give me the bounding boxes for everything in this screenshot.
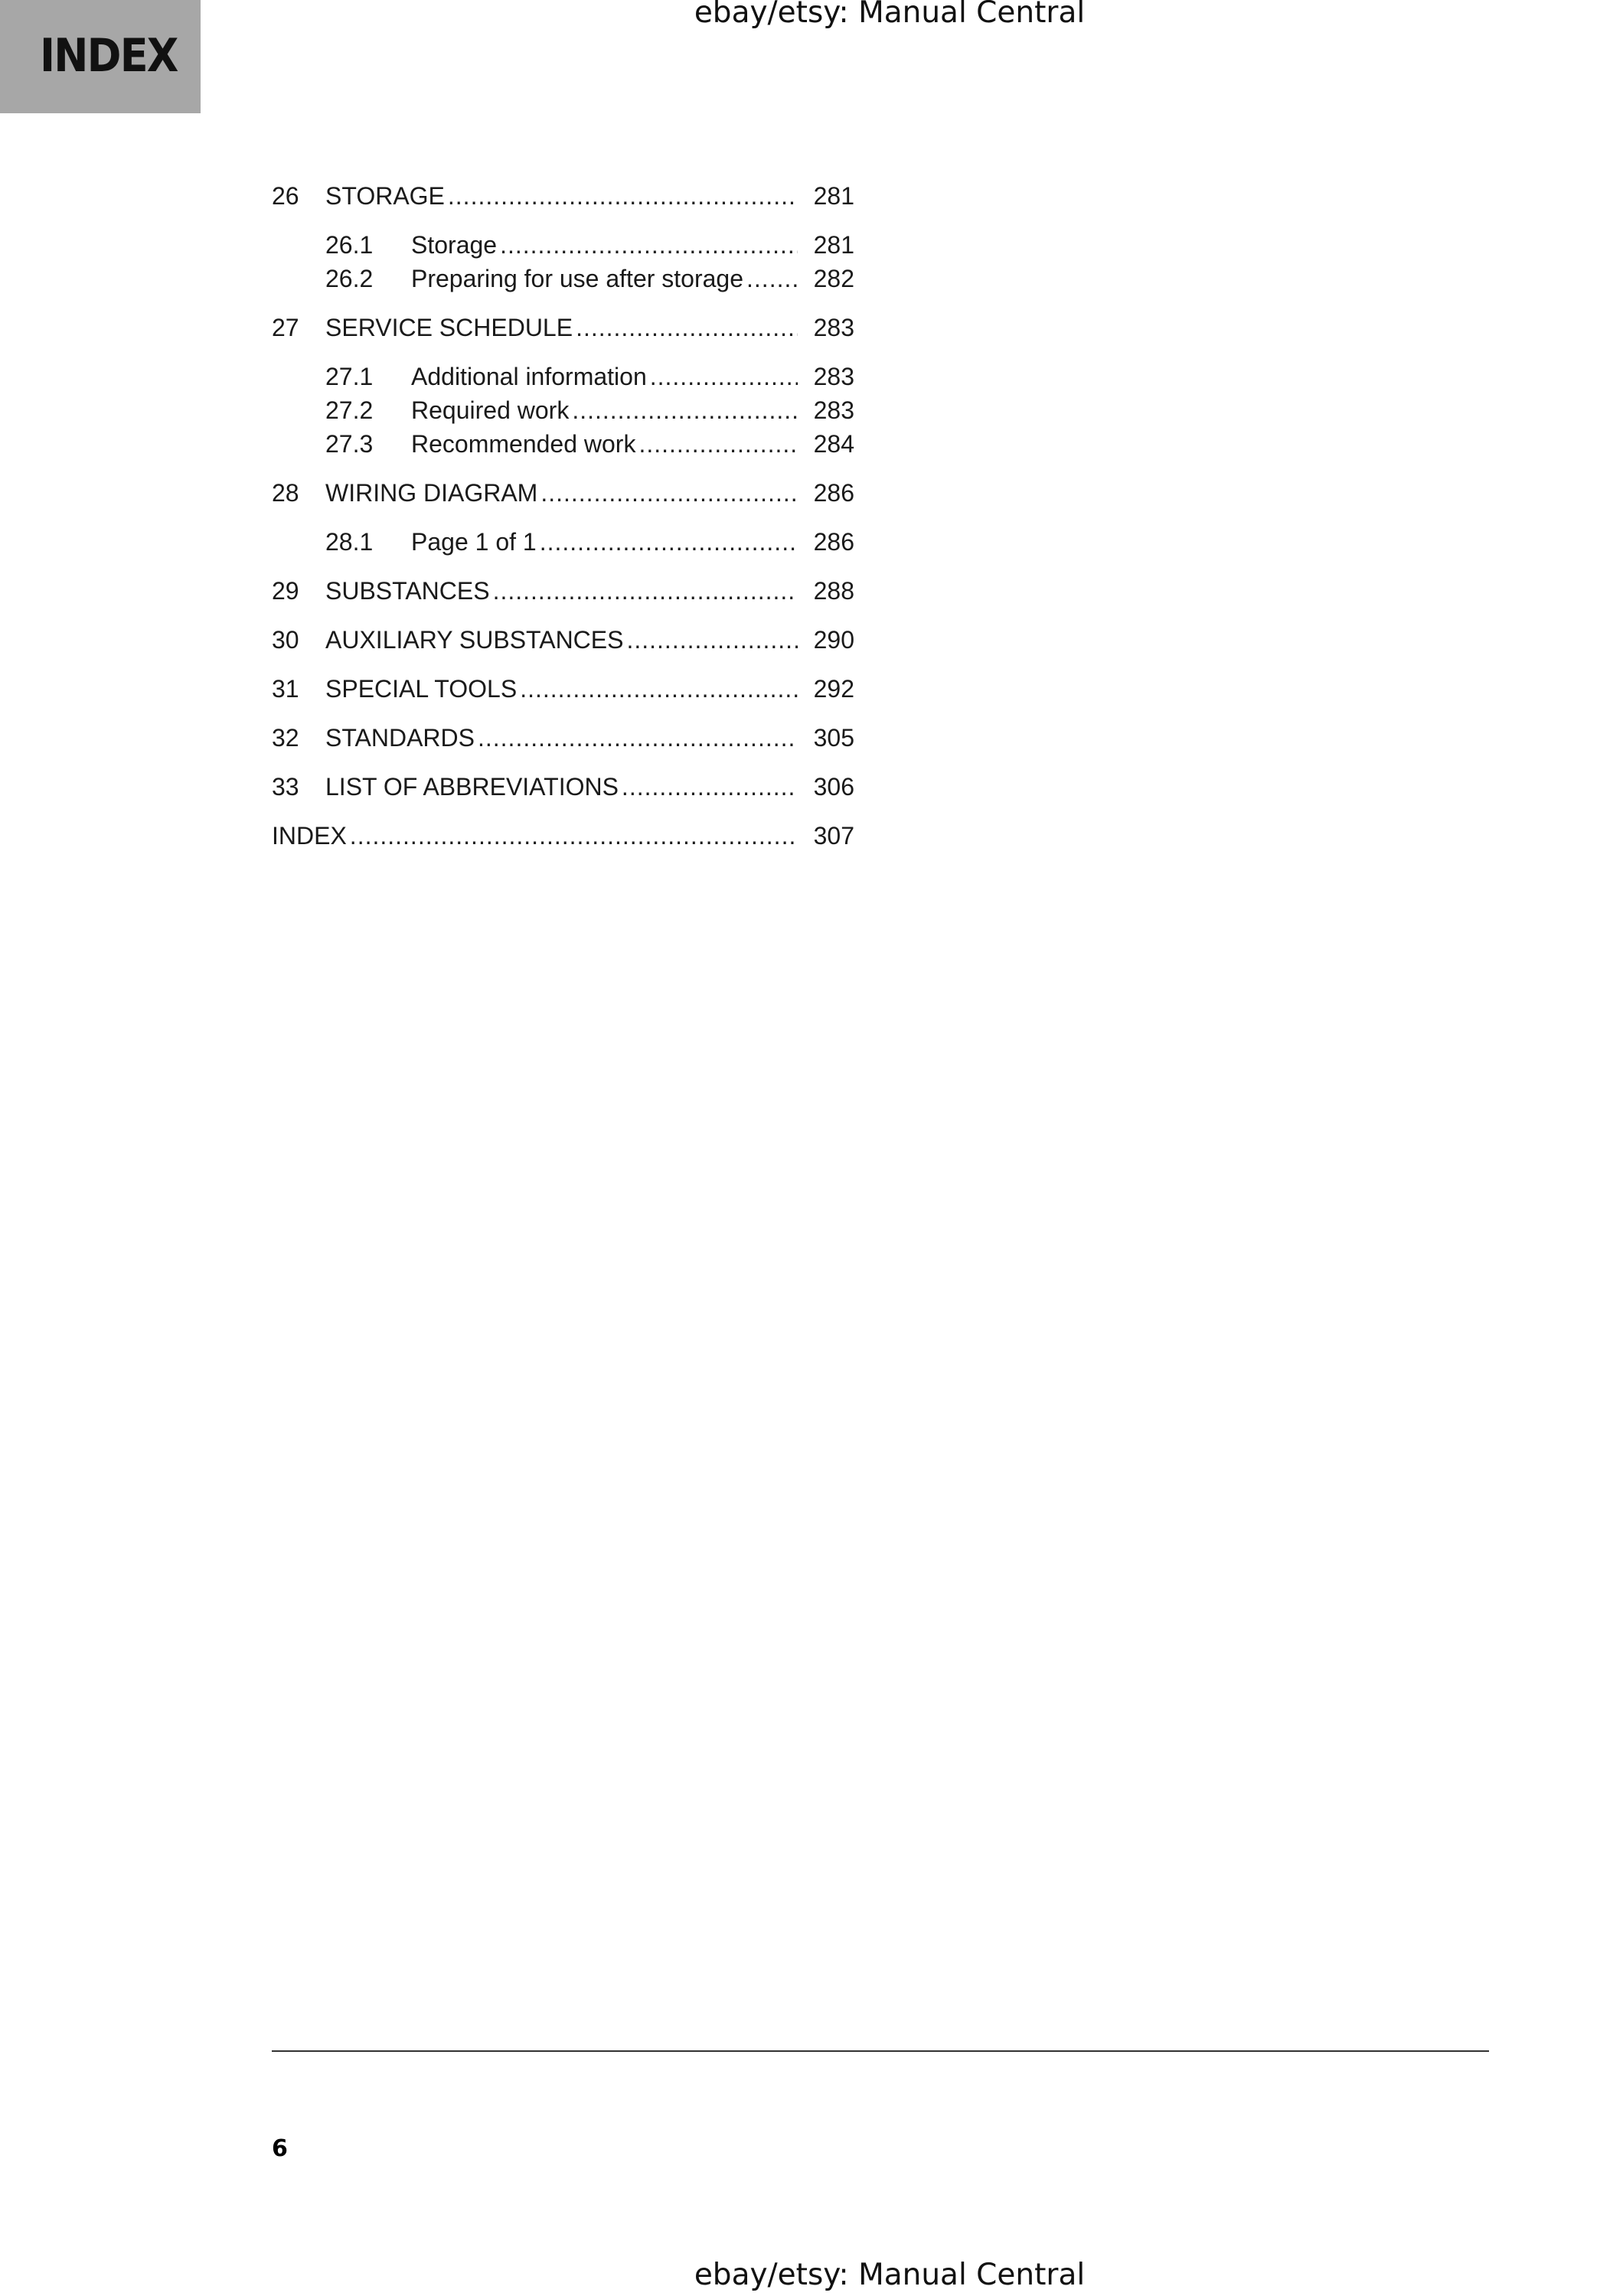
toc-entry-number: 27.2: [325, 396, 374, 424]
toc-entry[interactable]: [272, 231, 857, 265]
toc-entry-number: 27.3: [325, 430, 374, 458]
toc-entry[interactable]: [272, 430, 857, 464]
toc-entry[interactable]: [272, 479, 857, 513]
toc-entry-title: WIRING DIAGRAM: [325, 479, 538, 507]
toc-entry-number: 27: [272, 314, 299, 341]
toc-entry-title: Preparing for use after storage: [411, 265, 744, 292]
toc-entry-page: 305: [813, 724, 854, 752]
toc-entry-number: 31: [272, 675, 299, 703]
toc-leader-dots: [746, 265, 798, 293]
toc-leader-dots: [650, 363, 798, 391]
toc-entry-number: 26.1: [325, 231, 374, 259]
toc-entry[interactable]: [272, 314, 857, 347]
toc-entry-number: 28: [272, 479, 299, 507]
toc-entry-number: 33: [272, 773, 299, 801]
toc-entry-page: 283: [813, 396, 854, 424]
toc-entry-title: AUXILIARY SUBSTANCES: [325, 626, 624, 654]
toc-entry-page: 282: [813, 265, 854, 292]
toc-entry-title: SUBSTANCES: [325, 577, 490, 605]
toc-entry-page: 286: [813, 479, 854, 507]
toc-entry-title: Recommended work: [411, 430, 636, 458]
page-number: 6: [272, 2135, 288, 2162]
toc-leader-dots: [493, 577, 798, 605]
toc-entry[interactable]: [272, 265, 857, 298]
toc-entry[interactable]: [272, 182, 857, 216]
toc-entry-title: SPECIAL TOOLS: [325, 675, 518, 703]
toc-entry-title: Required work: [411, 396, 570, 424]
footer-divider: [272, 2050, 1489, 2052]
header-watermark: ebay/etsy: Manual Central: [694, 0, 1086, 30]
toc-entry[interactable]: [272, 626, 857, 660]
toc-entry[interactable]: [272, 396, 857, 430]
toc-leader-dots: [576, 314, 798, 342]
toc-leader-dots: [478, 724, 798, 752]
toc-entry[interactable]: [272, 724, 857, 758]
toc-leader-dots: [500, 231, 798, 259]
toc-leader-dots: [540, 528, 798, 556]
toc-entry-page: 286: [813, 528, 854, 556]
toc-entry-number: 32: [272, 724, 299, 752]
toc-entry-page: 292: [813, 675, 854, 703]
toc-entry-number: 26: [272, 182, 299, 210]
toc-leader-dots: [572, 396, 798, 425]
toc-entry-title: Additional information: [411, 363, 647, 390]
toc-entry-page: 281: [813, 231, 854, 259]
toc-entry[interactable]: [272, 363, 857, 396]
toc-entry[interactable]: [272, 577, 857, 611]
toc-entry-page: 288: [813, 577, 854, 605]
toc-entry-number: 27.1: [325, 363, 374, 390]
toc-leader-dots: [638, 430, 798, 458]
toc-entry-number: 26.2: [325, 265, 374, 292]
toc-entry[interactable]: [272, 675, 857, 709]
toc-entry[interactable]: [272, 822, 857, 856]
toc-entry-page: 307: [813, 822, 854, 850]
toc-entry-title: Page 1 of 1: [411, 528, 537, 556]
toc-entry-page: 290: [813, 626, 854, 654]
toc-entry-page: 284: [813, 430, 854, 458]
toc-entry[interactable]: [272, 773, 857, 807]
toc-entry-title: STANDARDS: [325, 724, 475, 752]
toc-leader-dots: [520, 675, 798, 703]
toc-entry-number: 29: [272, 577, 299, 605]
toc-entry-page: 306: [813, 773, 854, 801]
toc-entry-title: STORAGE: [325, 182, 445, 210]
toc-entry-page: 283: [813, 363, 854, 390]
toc-entry-title: SERVICE SCHEDULE: [325, 314, 573, 341]
toc-leader-dots: [626, 626, 798, 654]
toc-leader-dots: [540, 479, 798, 507]
section-tab-label: INDEX: [40, 29, 178, 83]
toc-leader-dots: [622, 773, 798, 801]
toc-entry[interactable]: [272, 528, 857, 562]
toc-entry-title: INDEX: [272, 822, 347, 850]
toc-entry-title: Storage: [411, 231, 498, 259]
footer-watermark: ebay/etsy: Manual Central: [694, 2258, 1086, 2292]
toc-entry-title: LIST OF ABBREVIATIONS: [325, 773, 619, 801]
toc-entry-number: 30: [272, 626, 299, 654]
toc-leader-dots: [448, 182, 798, 210]
toc-entry-page: 283: [813, 314, 854, 341]
toc-entry-page: 281: [813, 182, 854, 210]
toc-leader-dots: [350, 822, 798, 850]
toc-entry-number: 28.1: [325, 528, 374, 556]
